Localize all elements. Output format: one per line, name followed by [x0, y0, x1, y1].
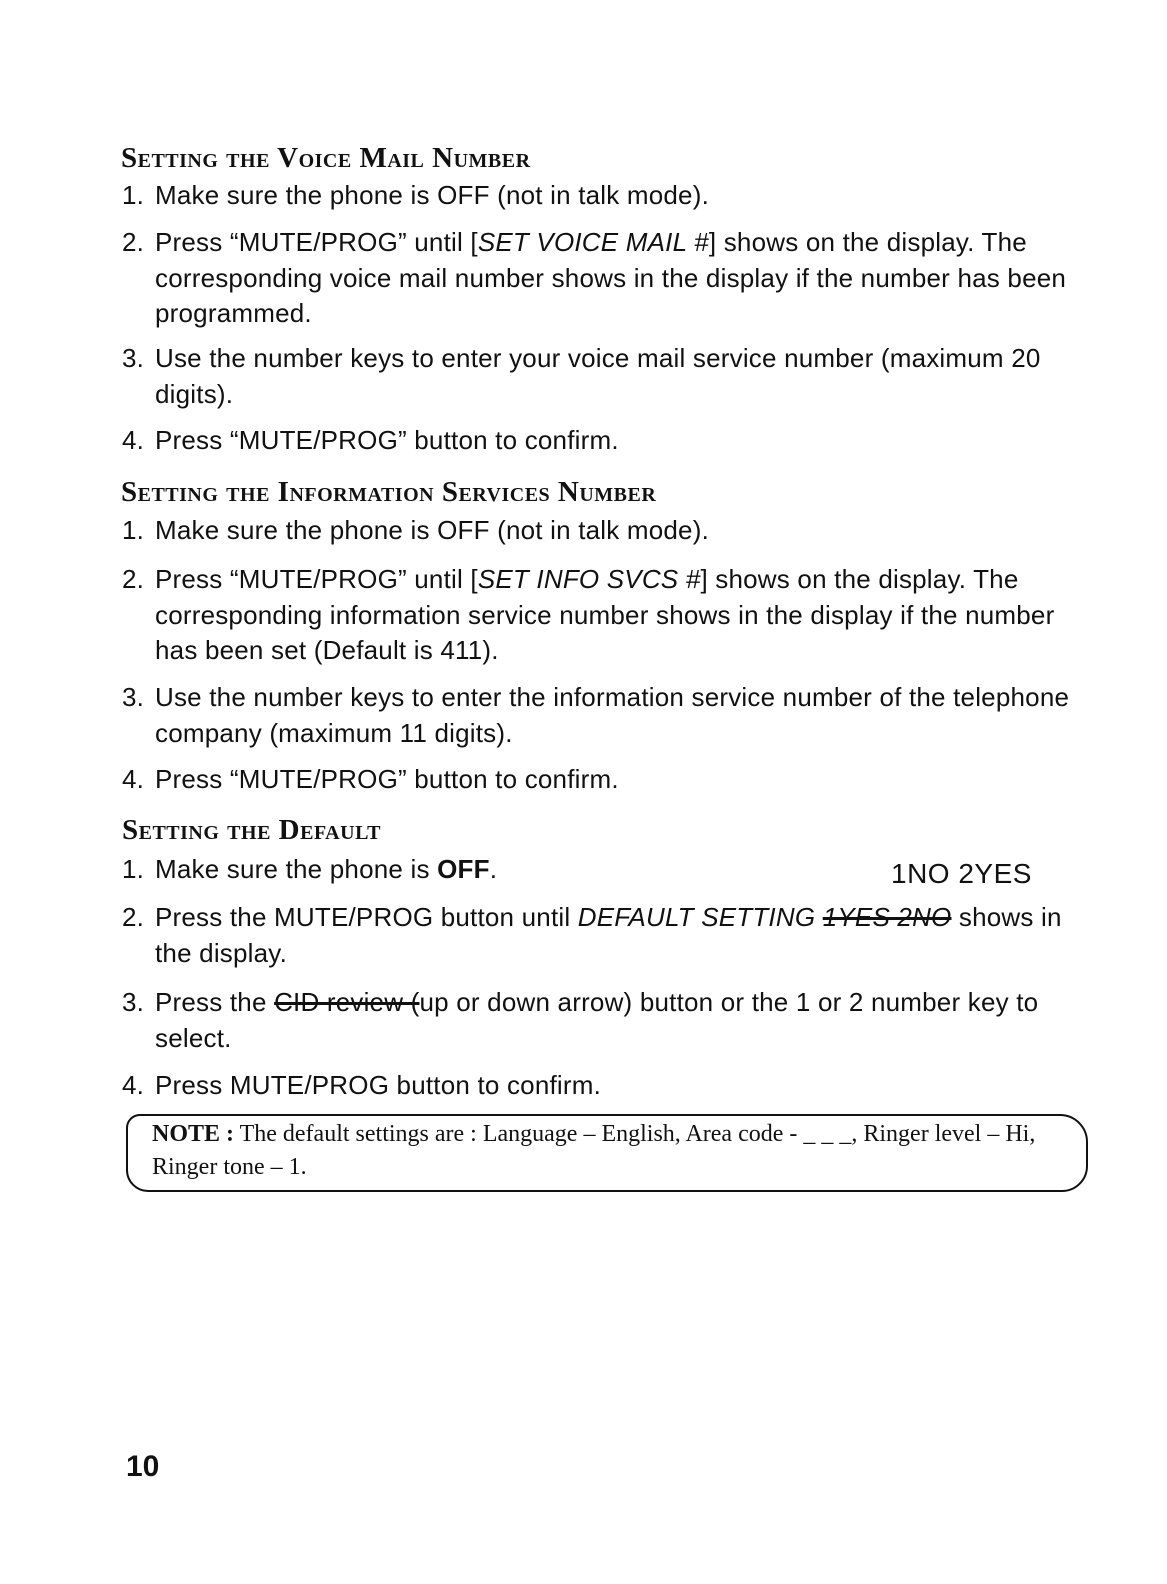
- step-number: 3.: [122, 987, 145, 1017]
- struck-text: CID review (: [274, 987, 420, 1017]
- step-text: Press the: [155, 987, 275, 1017]
- step-number: 1.: [122, 854, 145, 884]
- step-number: 2.: [122, 902, 145, 932]
- step-text: Press “MUTE/PROG” button to confirm.: [155, 425, 619, 455]
- step-text: Press the MUTE/PROG button until: [155, 902, 578, 932]
- section-heading-info-services: Setting the Information Services Number: [121, 476, 657, 508]
- step-number: 4.: [122, 425, 145, 455]
- list-item: [122, 762, 1097, 798]
- section-heading-voice-mail: Setting the Voice Mail Number: [121, 142, 531, 174]
- step-text: .: [489, 854, 498, 884]
- step-text: Press “MUTE/PROG” button to confirm.: [155, 764, 619, 794]
- step-number: 4.: [122, 764, 145, 794]
- step-number: 4.: [122, 1070, 145, 1100]
- list-item: [122, 225, 1097, 332]
- display-message: SET VOICE MAIL #: [477, 227, 709, 257]
- list-item: [122, 178, 1097, 214]
- note-label: NOTE :: [152, 1121, 235, 1147]
- note-body: The default settings are : Language – English, Area code - _ _ _, Ringer level – Hi, Ringer tone – 1.: [152, 1121, 1036, 1180]
- step-text: ] shows on the display. The corresponding voice mail number shows in the display if the number has been programmed.: [155, 227, 1067, 328]
- step-text: up or down arrow) button or the 1 or 2 number key to select.: [155, 987, 1039, 1053]
- display-message: DEFAULT SETTING: [577, 902, 816, 932]
- list-item: [122, 985, 1097, 1056]
- step-text: Press “MUTE/PROG” until [: [155, 227, 478, 257]
- display-message: SET INFO SVCS #: [477, 564, 701, 594]
- list-item: [122, 513, 1097, 549]
- list-item: [122, 562, 1097, 669]
- list-item: [122, 423, 1097, 459]
- page-number: 10: [126, 1450, 160, 1483]
- step-text: Press “MUTE/PROG” until [: [155, 564, 478, 594]
- step-text: Use the number keys to enter your voice mail service number (maximum 20 digits).: [155, 343, 1041, 409]
- step-text: Use the number keys to enter the information service number of the telephone company (maximum 11 digits).: [155, 682, 1070, 748]
- list-item: [122, 1068, 1097, 1104]
- emphasis-off: OFF: [437, 854, 490, 884]
- section-heading-default: Setting the Default: [122, 814, 381, 846]
- step-number: 1.: [122, 515, 145, 545]
- step-text: Make sure the phone is OFF (not in talk mode).: [155, 515, 709, 545]
- step-text: shows in the display.: [155, 902, 1062, 968]
- step-number: 1.: [122, 180, 145, 210]
- step-number: 2.: [122, 227, 145, 257]
- list-item: [122, 341, 1097, 412]
- display-options-label: 1NO 2YES: [891, 858, 1032, 889]
- step-text: Make sure the phone is OFF (not in talk mode).: [155, 180, 709, 210]
- step-number: 3.: [122, 343, 145, 373]
- note-text: [152, 1118, 1052, 1184]
- step-number: 2.: [122, 564, 145, 594]
- step-number: 3.: [122, 682, 145, 712]
- list-item: [122, 680, 1097, 751]
- step-text: Press MUTE/PROG button to confirm.: [155, 1070, 602, 1100]
- step-text: Make sure the phone is: [155, 854, 438, 884]
- list-item: [122, 852, 862, 888]
- step-text: ] shows on the display. The corresponding information service number shows in the display if the number has been set (Default is 411).: [155, 564, 1055, 665]
- struck-text: 1YES 2NO: [822, 902, 952, 932]
- list-item: [122, 900, 1097, 971]
